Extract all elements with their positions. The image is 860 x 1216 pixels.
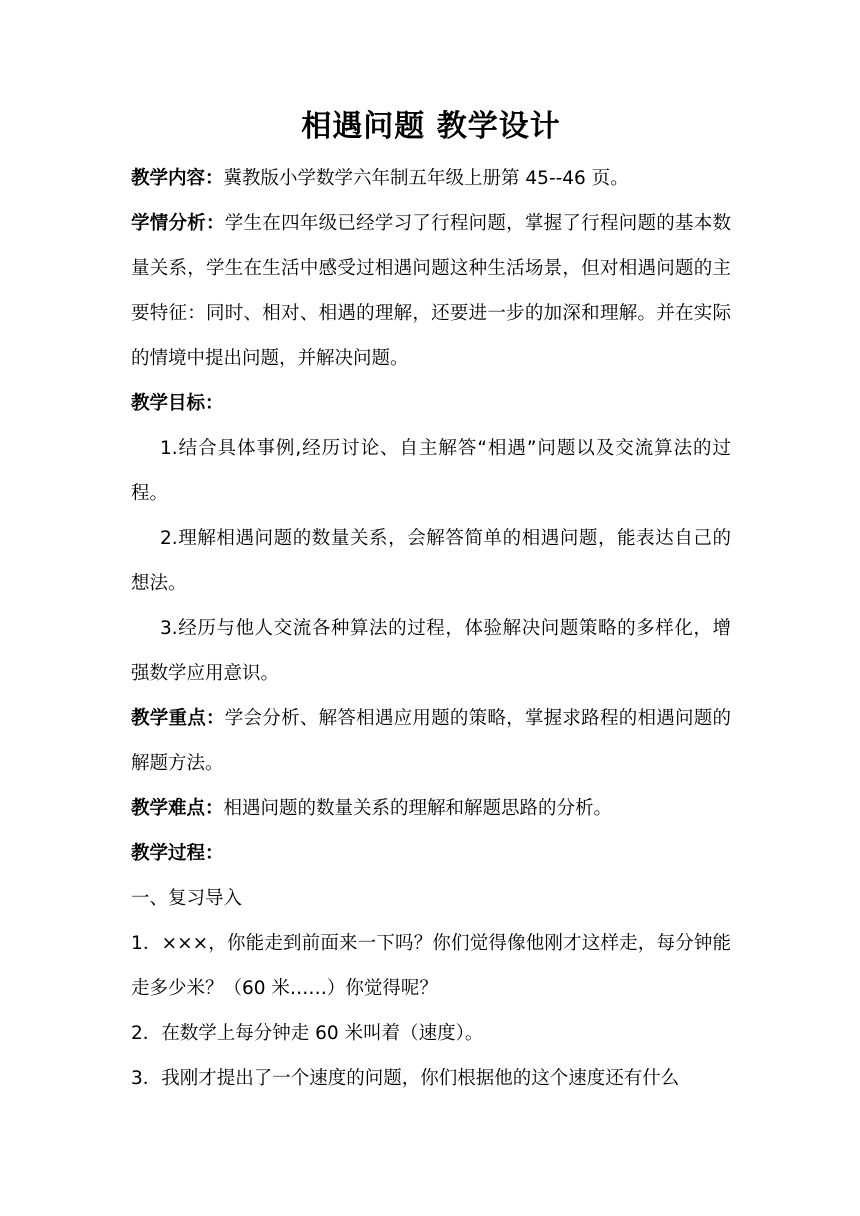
key-point-label: 教学重点：	[131, 708, 225, 729]
process-item-2: 2．在数学上每分钟走 60 米叫着（速度）。	[131, 1023, 484, 1044]
document-title: 相遇问题 教学设计	[301, 109, 561, 144]
student-analysis-label: 学情分析：	[131, 213, 225, 234]
teaching-goals-label: 教学目标：	[131, 393, 224, 414]
teaching-process-heading	[131, 831, 731, 876]
teaching-process-label: 教学过程：	[131, 843, 224, 864]
goal-item-1: 1.结合具体事例,经历讨论、自主解答“相遇”问题以及交流算法的过程。	[131, 438, 731, 504]
teaching-content-label: 教学内容：	[131, 168, 224, 189]
section-heading-review: 一、复习导入	[131, 888, 243, 909]
teaching-content-text: 冀教版小学数学六年制五年级上册第 45--46 页。	[223, 168, 629, 189]
difficulty-label: 教学难点：	[131, 798, 224, 819]
difficulty-paragraph	[131, 786, 731, 831]
document-page	[131, 104, 731, 1101]
student-analysis-paragraph	[131, 201, 731, 381]
process-item-3: 3．我刚才提出了一个速度的问题，你们根据他的这个速度还有什么	[131, 1068, 680, 1089]
key-point-paragraph	[131, 696, 731, 786]
difficulty-text: 相遇问题的数量关系的理解和解题思路的分析。	[223, 798, 613, 819]
teaching-content-paragraph	[131, 156, 731, 201]
key-point-text: 学会分析、解答相遇应用题的策略，掌握求路程的相遇问题的解题方法。	[131, 708, 731, 774]
goal-item-3: 3.经历与他人交流各种算法的过程，体验解决问题策略的多样化，增强数学应用意识。	[131, 618, 731, 684]
teaching-goals-heading	[131, 381, 731, 426]
goal-item-2: 2.理解相遇问题的数量关系，会解答简单的相遇问题，能表达自己的想法。	[131, 528, 731, 594]
student-analysis-text: 学生在四年级已经学习了行程问题，掌握了行程问题的基本数量关系，学生在生活中感受过相遇问题这种生活场景，但对相遇问题的主要特征：同时、相对、相遇的理解，还要进一步的加深和理解。并在实际的情境中提出问题，并解决问题。	[131, 213, 731, 369]
process-item-1: 1．×××，你能走到前面来一下吗？你们觉得像他刚才这样走，每分钟能走多少米？（60 米……）你觉得呢？	[131, 933, 731, 999]
